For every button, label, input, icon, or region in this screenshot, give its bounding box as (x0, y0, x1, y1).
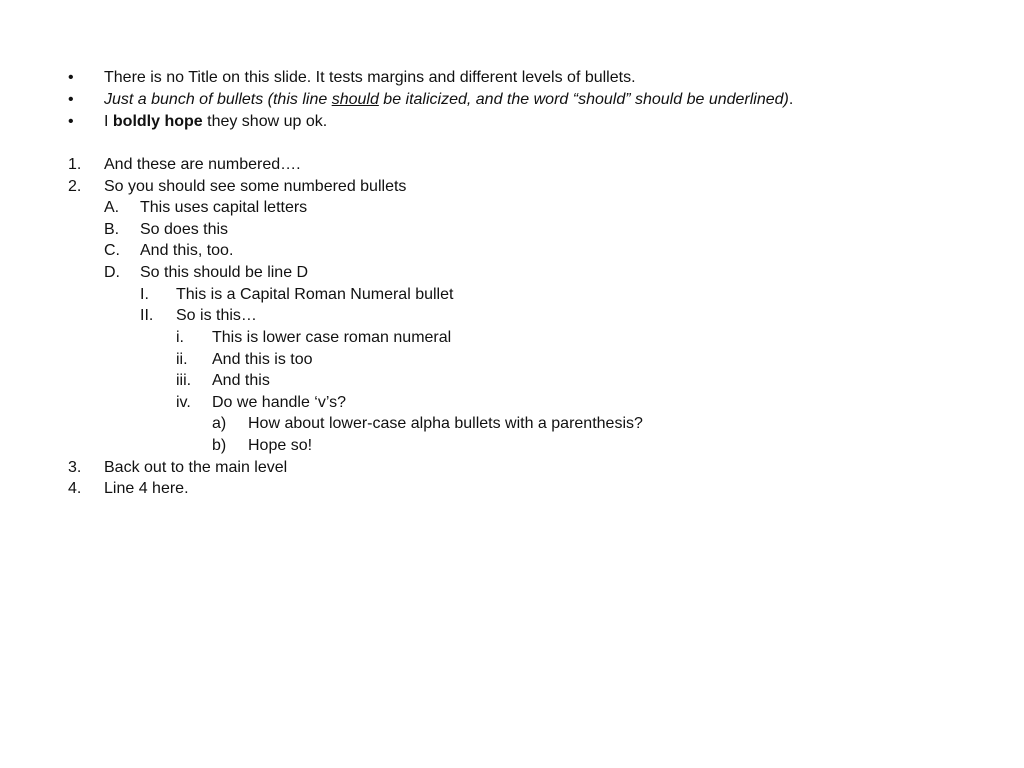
lower-alpha-marker: b) (212, 437, 227, 454)
bullet-text (104, 89, 793, 111)
numbered-text: Line 4 here. (104, 480, 189, 497)
capital-roman-marker: II. (140, 307, 154, 324)
lower-alpha-marker: a) (212, 415, 227, 432)
numbered-text: And these are numbered…. (104, 156, 301, 173)
number-marker: 3. (68, 459, 82, 476)
lower-roman-marker: iii. (176, 372, 192, 389)
underlined-word: should (331, 91, 379, 108)
number-marker: 1. (68, 156, 82, 173)
lower-alpha-text: How about lower-case alpha bullets with a parenthesis? (248, 415, 643, 432)
bullet-marker: • (68, 91, 74, 108)
capital-letter-text: So does this (140, 221, 229, 238)
bold-text: boldly hope (112, 113, 203, 130)
capital-letter-marker: A. (104, 199, 120, 216)
numbered-text: So you should see some numbered bullets (104, 178, 407, 195)
lower-roman-text: This is lower case roman numeral (212, 329, 452, 346)
bullet-text: There is no Title on this slide. It tests margins and different levels of bullets. (104, 69, 636, 86)
capital-letter-marker: C. (104, 242, 120, 259)
capital-roman-text: This is a Capital Roman Numeral bullet (176, 286, 454, 303)
bullet-marker: • (68, 113, 74, 130)
italic-text: Just a bunch of bullets (this line (104, 91, 332, 108)
lower-roman-marker: i. (176, 329, 184, 346)
bullet-text (104, 111, 327, 133)
lower-roman-text: Do we handle ‘v’s? (212, 394, 347, 411)
trailing-period: . (788, 91, 794, 108)
lower-roman-text: And this (212, 372, 270, 389)
capital-roman-marker: I. (140, 286, 149, 303)
lower-roman-text: And this is too (212, 351, 313, 368)
italic-text: be italicized, and the word “should” should be underlined) (378, 91, 789, 108)
capital-roman-text: So is this… (176, 307, 257, 324)
lower-roman-marker: ii. (176, 351, 188, 368)
lower-alpha-text: Hope so! (248, 437, 313, 454)
numbered-text: Back out to the main level (104, 459, 288, 476)
lower-roman-marker: iv. (176, 394, 191, 411)
bullet-marker: • (68, 69, 74, 86)
capital-letter-marker: B. (104, 221, 120, 238)
capital-letter-marker: D. (104, 264, 120, 281)
plain-text: they show up ok. (202, 113, 328, 130)
capital-letter-text: This uses capital letters (140, 199, 308, 216)
plain-text: I (104, 113, 113, 130)
number-marker: 2. (68, 178, 82, 195)
capital-letter-text: So this should be line D (140, 264, 309, 281)
capital-letter-text: And this, too. (140, 242, 234, 259)
number-marker: 4. (68, 480, 82, 497)
